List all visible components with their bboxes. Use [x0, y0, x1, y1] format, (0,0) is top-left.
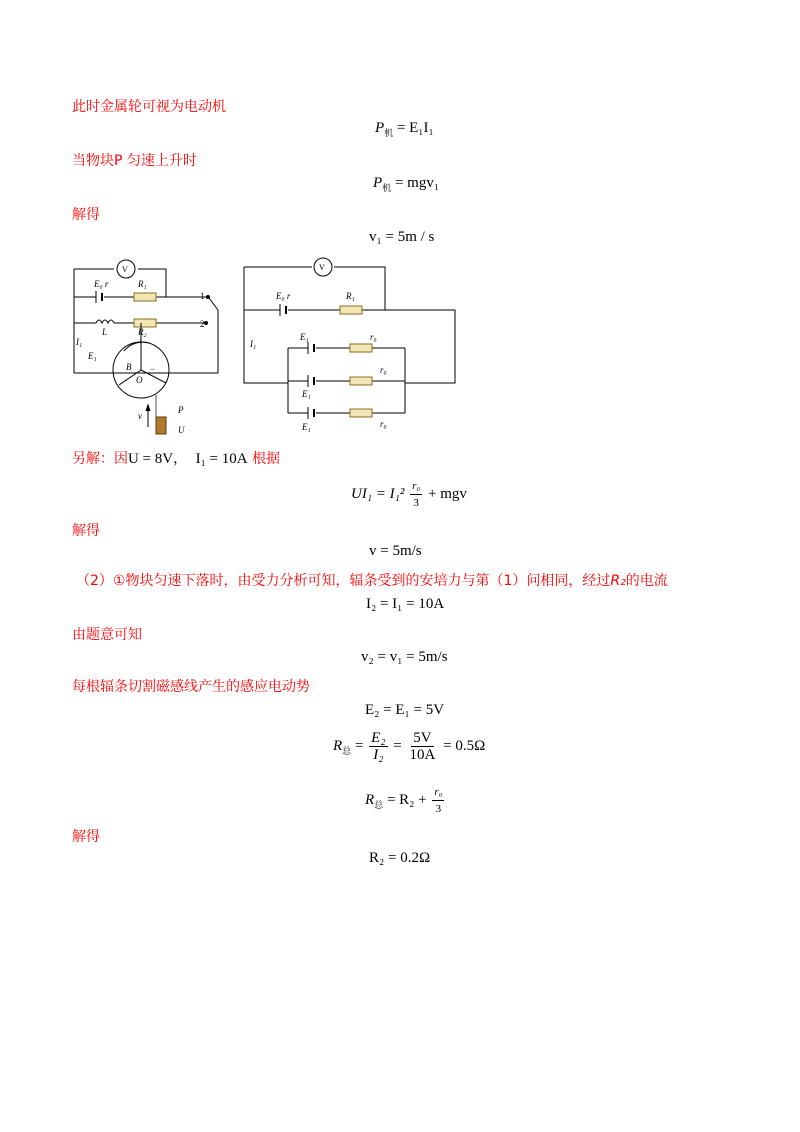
circuit-diagram-equivalent — [240, 255, 462, 440]
svg-text:R₂: R₂ — [138, 327, 147, 337]
svg-text:r₀: r₀ — [380, 419, 387, 429]
svg-text:1: 1 — [200, 291, 205, 301]
text-line-solve-2: 解得 — [72, 523, 100, 539]
equation-i2: I₂ = I₁ = 10A — [366, 596, 445, 612]
svg-text:2: 2 — [200, 319, 205, 329]
svg-text:v: v — [138, 411, 142, 421]
svg-text:R₁: R₁ — [346, 291, 355, 301]
svg-text:U: U — [178, 425, 185, 435]
svg-text:E₀ r: E₀ r — [94, 279, 109, 289]
equation-power-balance: UI₁ = I₁² $\frac{\text{r₀}}{3}$ + mgv — [351, 480, 467, 509]
svg-text:O: O — [136, 375, 143, 385]
svg-text:E₀ r: E₀ r — [276, 291, 291, 301]
svg-text:−: − — [150, 364, 156, 374]
text-line-emf: 每根辐条切割磁感线产生的感应电动势 — [72, 679, 310, 695]
text-line-alt-solution: 另解：因U = 8V， I₁ = 10A 根据 — [72, 451, 281, 467]
text-line-motor: 此时金属轮可视为电动机 — [72, 99, 226, 115]
svg-text:+: + — [138, 337, 144, 347]
equation-r-total-1: $R_总$ = $\frac{\text{E₂}}{\text{I₂}}$ = $\frac{5V}{10A}$ = 0.5Ω — [333, 730, 486, 763]
resistor-r1-2 — [340, 306, 362, 314]
text-line-rising: 当物块P 匀速上升时 — [72, 153, 197, 169]
equation-r-total-2: $R_总 = R_2$ + $\frac{\text{r₀}}{3}$ — [365, 786, 443, 815]
resistor-r2 — [134, 319, 156, 327]
svg-text:V: V — [122, 265, 128, 274]
svg-text:E₁: E₁ — [302, 422, 311, 432]
svg-text:I₁: I₁ — [76, 337, 83, 347]
svg-text:B: B — [126, 362, 132, 372]
svg-text:V: V — [319, 263, 325, 272]
equation-e2: E₂ = E₁ = 5V — [365, 702, 445, 718]
equation-p-machine-1: $P_机 = E_1I_1$ — [375, 120, 434, 138]
svg-text:L: L — [102, 327, 108, 337]
svg-text:r₀: r₀ — [380, 365, 387, 375]
text-line-solve-3: 解得 — [72, 829, 100, 845]
text-line-part-2: （2）①物块匀速下落时，由受力分析可知，辐条受到的安培力与第（1）问相同，经过R₂的电流 — [76, 573, 668, 589]
svg-text:E₁: E₁ — [300, 332, 309, 342]
svg-text:I₁: I₁ — [250, 339, 257, 349]
circuit-diagram-wheel — [66, 255, 236, 440]
equation-p-machine-2: $P_机 = mgv_1$ — [373, 175, 440, 193]
svg-text:E₁: E₁ — [302, 389, 311, 399]
svg-text:P: P — [178, 405, 184, 415]
equation-v2: v₂ = v₁ = 5m/s — [361, 649, 448, 665]
block-p — [156, 417, 166, 434]
text-line-solve-1: 解得 — [72, 207, 100, 223]
equation-v1: v₁ = 5m / s — [369, 229, 435, 245]
resistor-r1 — [134, 293, 156, 301]
text-line-given: 由题意可知 — [72, 627, 142, 643]
svg-text:R₁: R₁ — [138, 279, 147, 289]
svg-text:E₁: E₁ — [88, 351, 97, 361]
equation-v: v = 5m/s — [369, 543, 422, 559]
svg-text:r₀: r₀ — [370, 332, 377, 342]
equation-r2: R₂ = 0.2Ω — [369, 850, 431, 866]
